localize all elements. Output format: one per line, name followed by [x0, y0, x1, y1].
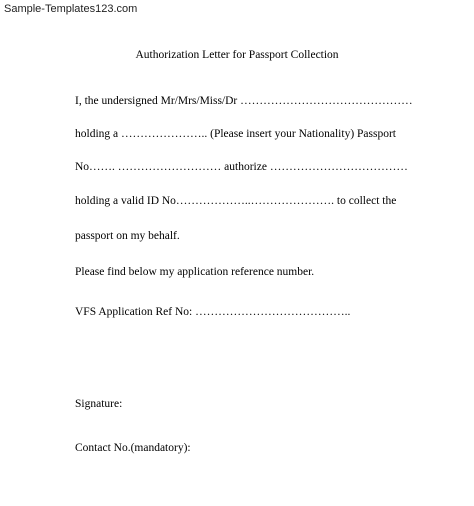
letter-line-valid-id: holding a valid ID No………………..…………………. to collect the [75, 195, 397, 207]
letter-line-vfs-ref: VFS Application Ref No: ………………………………….. [75, 306, 351, 318]
contact-label: Contact No.(mandatory): [75, 442, 191, 454]
letter-line-behalf: passport on my behalf. [75, 230, 180, 242]
watermark-text: Sample-Templates123.com [4, 3, 138, 15]
letter-line-passport-no: No……. ……………………… authorize ……………………………… [75, 161, 408, 173]
letter-line-undersigned: I, the undersigned Mr/Mrs/Miss/Dr ……………………………………… [75, 95, 413, 107]
letter-line-reference-intro: Please find below my application reference number. [75, 266, 315, 278]
letter-title: Authorization Letter for Passport Collection [135, 49, 339, 61]
signature-label: Signature: [75, 398, 123, 410]
letter-line-nationality: holding a ………………….. (Please insert your Nationality) Passport [75, 128, 397, 140]
